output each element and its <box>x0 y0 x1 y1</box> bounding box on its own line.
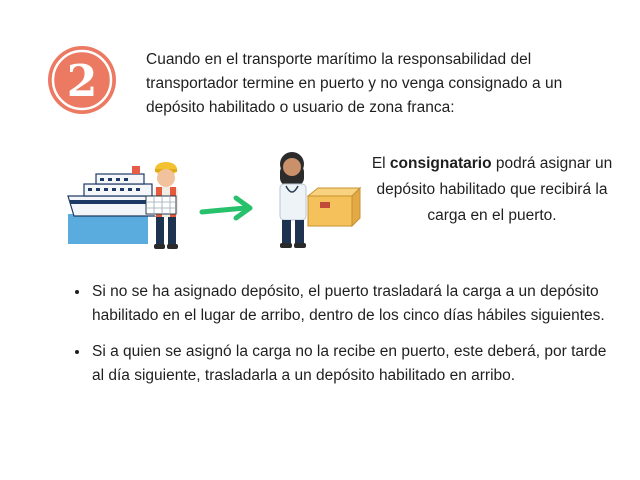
bullet-list <box>72 280 610 400</box>
consignee-note-post: podrá asignar un depósito habilitado que recibirá la carga en el puerto. <box>376 155 613 224</box>
doctor-with-package-icon <box>280 152 360 248</box>
intro-text: Cuando en el transporte marítimo la responsabilidad del transportador termine en puerto y no venga consignado a un depósito habilitado o usuario de zona franca: <box>146 51 563 116</box>
badge-number: 2 <box>66 56 98 107</box>
inspector-worker-icon <box>146 162 178 249</box>
list-item: • Si no se ha asignado depósito, el puerto trasladará la carga a un depósito habilitado en el lugar de arribo, dentro de los cinco días hábiles siguientes. <box>90 280 610 328</box>
consignee-keyword: consignatario <box>389 155 492 172</box>
arrow-right-icon <box>202 198 250 218</box>
consignee-note <box>366 151 618 229</box>
number-two-circle-icon <box>46 44 118 116</box>
illustration <box>60 140 380 260</box>
consignee-note-pre: El <box>371 155 390 172</box>
list-item: • Si a quien se asignó la carga no la recibe en puerto, este deberá, por tarde al día siguiente, trasladarla a un depósito habilitado en arribo. <box>90 340 610 388</box>
